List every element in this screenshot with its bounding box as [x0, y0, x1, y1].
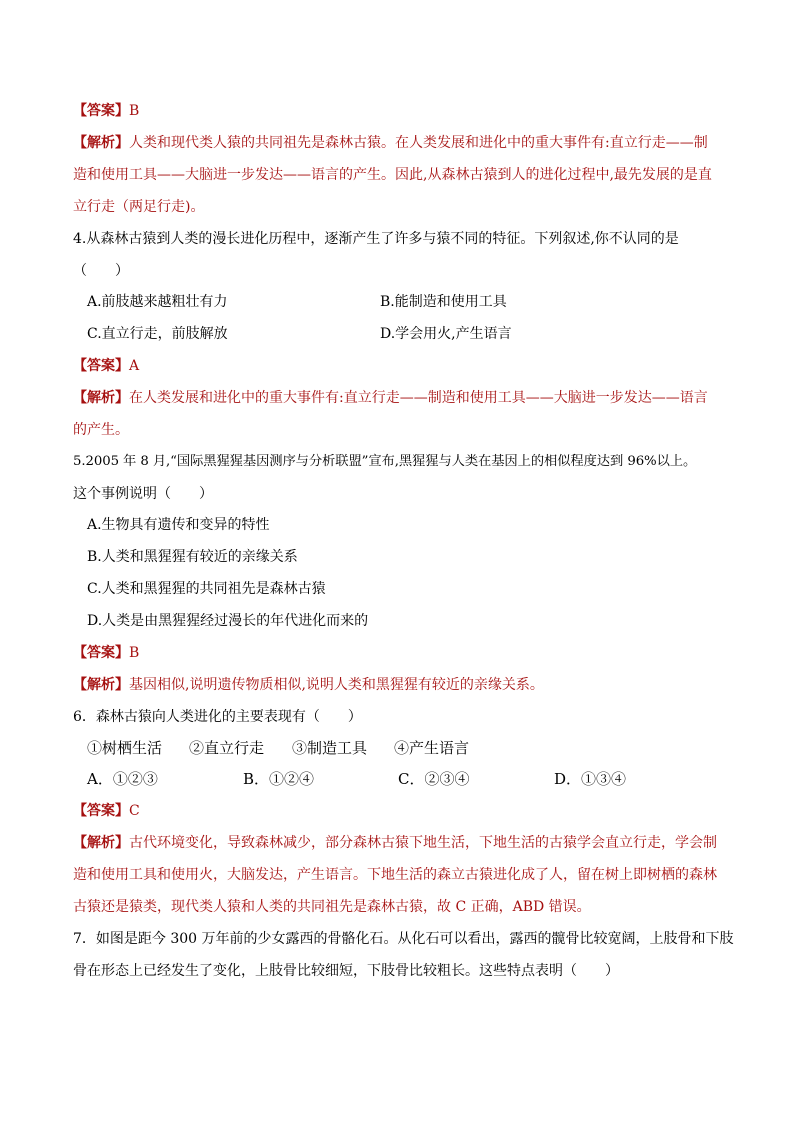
- q3-analysis-line-1: [73, 134, 708, 152]
- analysis-tag: 【解析】: [73, 677, 129, 693]
- q6-item-3: ③制造工具: [292, 739, 368, 757]
- q6-item-2: ②直立行走: [189, 739, 265, 757]
- q4-answer-line: [73, 357, 139, 375]
- answer-value: A: [129, 358, 140, 374]
- q6-analysis-line-1: [73, 834, 717, 852]
- q5-option-d: D.人类是由黑猩猩经过漫长的年代进化而来的: [87, 613, 369, 629]
- q4-option-c: C.直立行走，前肢解放: [87, 326, 228, 342]
- q5-stem-line-1: 5.2005 年 8 月,“国际黑猩猩基因测序与分析联盟”宣布,黑猩猩与人类在基因上的相似程度达到 96%以上。: [73, 454, 697, 469]
- q4-option-b: B.能制造和使用工具: [380, 294, 507, 310]
- analysis-text: 古代环境变化，导致森林减少，部分森林古猿下地生活，下地生活的古猿学会直立行走，学会制: [129, 835, 717, 851]
- q5-option-b: B.人类和黑猩猩有较近的亲缘关系: [87, 549, 298, 565]
- answer-tag: 【答案】: [73, 803, 129, 819]
- q4-analysis-line-1: [73, 389, 708, 407]
- analysis-text: 人类和现代类人猿的共同祖先是森林古猿。在人类发展和进化中的重大事件有:直立行走——制: [129, 135, 708, 151]
- analysis-tag: 【解析】: [73, 135, 129, 151]
- analysis-tag: 【解析】: [73, 390, 129, 406]
- q6-option-c: C．②③④: [398, 770, 470, 788]
- q4-option-a: A.前肢越来越粗壮有力: [87, 294, 228, 310]
- q4-stem-line-1: 4.从森林古猿到人类的漫长进化历程中，逐渐产生了许多与猿不同的特征。下列叙述,你不认同的是: [73, 231, 679, 247]
- answer-tag: 【答案】: [73, 358, 129, 374]
- answer-value: B: [129, 645, 140, 661]
- q6-item-1: ①树栖生活: [87, 739, 163, 757]
- q6-option-d: D．①③④: [554, 770, 627, 788]
- q6-answer-line: [73, 802, 140, 820]
- q5-answer-line: [73, 644, 139, 662]
- answer-value: B: [129, 103, 140, 119]
- q5-option-a: A.生物具有遗传和变异的特性: [87, 517, 270, 533]
- q6-stem-line-1: 6．森林古猿向人类进化的主要表现有（ ）: [73, 709, 362, 725]
- q6-analysis-line-2: 造和使用工具和使用火，大脑发达，产生语言。下地生活的森立古猿进化成了人，留在树上即树栖的森林: [73, 867, 717, 883]
- q6-item-4: ④产生语言: [394, 739, 470, 757]
- q4-stem-line-2: （ ）: [73, 263, 129, 279]
- q4-analysis-line-2: 的产生。: [73, 422, 129, 438]
- answer-tag: 【答案】: [73, 645, 129, 661]
- q6-option-b: B．①②④: [243, 770, 315, 788]
- analysis-text: 基因相似,说明遗传物质相似,说明人类和黑猩猩有较近的亲缘关系。: [129, 677, 544, 693]
- q6-option-a: A．①②③: [87, 770, 158, 788]
- q5-option-c: C.人类和黑猩猩的共同祖先是森林古猿: [87, 581, 326, 597]
- analysis-tag: 【解析】: [73, 835, 129, 851]
- q5-stem-line-2: 这个事例说明（ ）: [73, 486, 213, 502]
- analysis-text: 在人类发展和进化中的重大事件有:直立行走——制造和使用工具——大脑进一步发达——语言: [129, 390, 708, 406]
- q3-answer-line: [73, 102, 139, 120]
- answer-tag: 【答案】: [73, 103, 129, 119]
- q7-stem-line-1: 7．如图是距今 300 万年前的少女露西的骨骼化石。从化石可以看出，露西的髋骨比较宽阔，上肢骨和下肢: [73, 931, 734, 947]
- q3-analysis-line-2: 造和使用工具——大脑进一步发达——语言的产生。因此,从森林古猿到人的进化过程中,最先发展的是直: [73, 167, 712, 183]
- q5-analysis-line-1: [73, 676, 544, 694]
- answer-value: C: [129, 803, 140, 819]
- q3-analysis-line-3: 立行走（两足行走)。: [73, 199, 205, 215]
- q7-stem-line-2: 骨在形态上已经发生了变化，上肢骨比较细短，下肢骨比较粗长。这些特点表明（ ）: [73, 963, 619, 979]
- q4-option-d: D.学会用火,产生语言: [380, 326, 512, 342]
- q6-analysis-line-3: 古猿还是猿类，现代类人猿和人类的共同祖先是森林古猿，故 C 正确，ABD 错误。: [73, 899, 591, 915]
